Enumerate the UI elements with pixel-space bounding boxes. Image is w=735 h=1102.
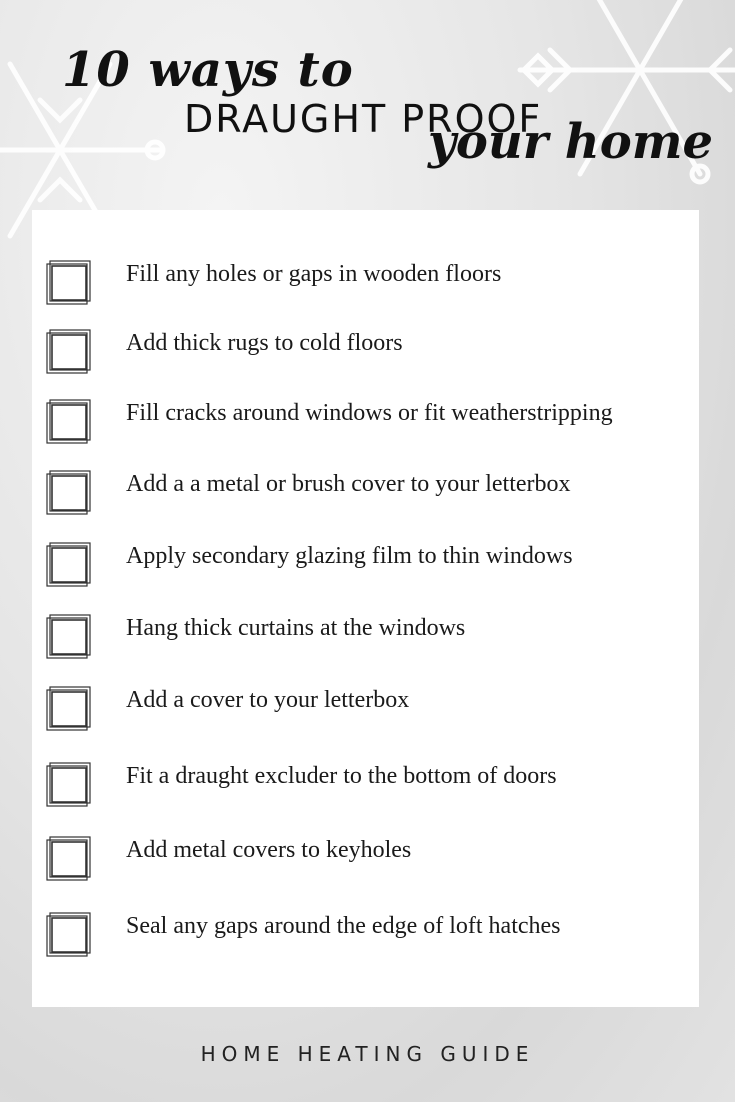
checklist-item[interactable] [46,762,696,812]
checklist-item-label: Fill any holes or gaps in wooden floors [126,261,502,287]
checklist-item[interactable] [46,836,696,886]
checkbox-icon[interactable] [46,912,92,958]
checklist-item-label: Hang thick curtains at the windows [126,615,466,641]
checklist-item-label: Seal any gaps around the edge of loft hatches [126,913,561,939]
checkbox-icon[interactable] [46,614,92,660]
checklist-item-label: Add a a metal or brush cover to your letterbox [126,471,571,497]
checkbox-icon[interactable] [46,836,92,882]
checklist-item[interactable] [46,399,696,449]
checkbox-icon[interactable] [46,762,92,808]
checkbox-icon[interactable] [46,470,92,516]
checklist-item-label: Add a cover to your letterbox [126,687,410,713]
checklist-item-label: Add thick rugs to cold floors [126,330,403,356]
checkbox-icon[interactable] [46,686,92,732]
checklist-card [32,210,699,1007]
checkbox-icon[interactable] [46,542,92,588]
checklist-item[interactable] [46,470,696,520]
footer-brand: HOME HEATING GUIDE [200,1042,535,1066]
checkbox-icon[interactable] [46,329,92,375]
checklist-item-label: Fit a draught excluder to the bottom of doors [126,763,557,789]
checklist-item-label: Fill cracks around windows or fit weatherstripping [126,400,613,426]
title-line-3: your home [428,114,714,170]
checklist-item[interactable] [46,260,696,310]
checkbox-icon[interactable] [46,399,92,445]
checklist-item[interactable] [46,329,696,379]
checkbox-icon[interactable] [46,260,92,306]
checklist-item[interactable] [46,912,696,962]
checklist-item-label: Add metal covers to keyholes [126,837,412,863]
checklist-item[interactable] [46,542,696,592]
checklist-item-label: Apply secondary glazing film to thin windows [126,543,573,569]
title-line-1: 10 ways to [62,42,354,98]
title-line-2: DRAUGHT PROOF [184,97,543,141]
checklist-item[interactable] [46,614,696,664]
checklist-item[interactable] [46,686,696,736]
